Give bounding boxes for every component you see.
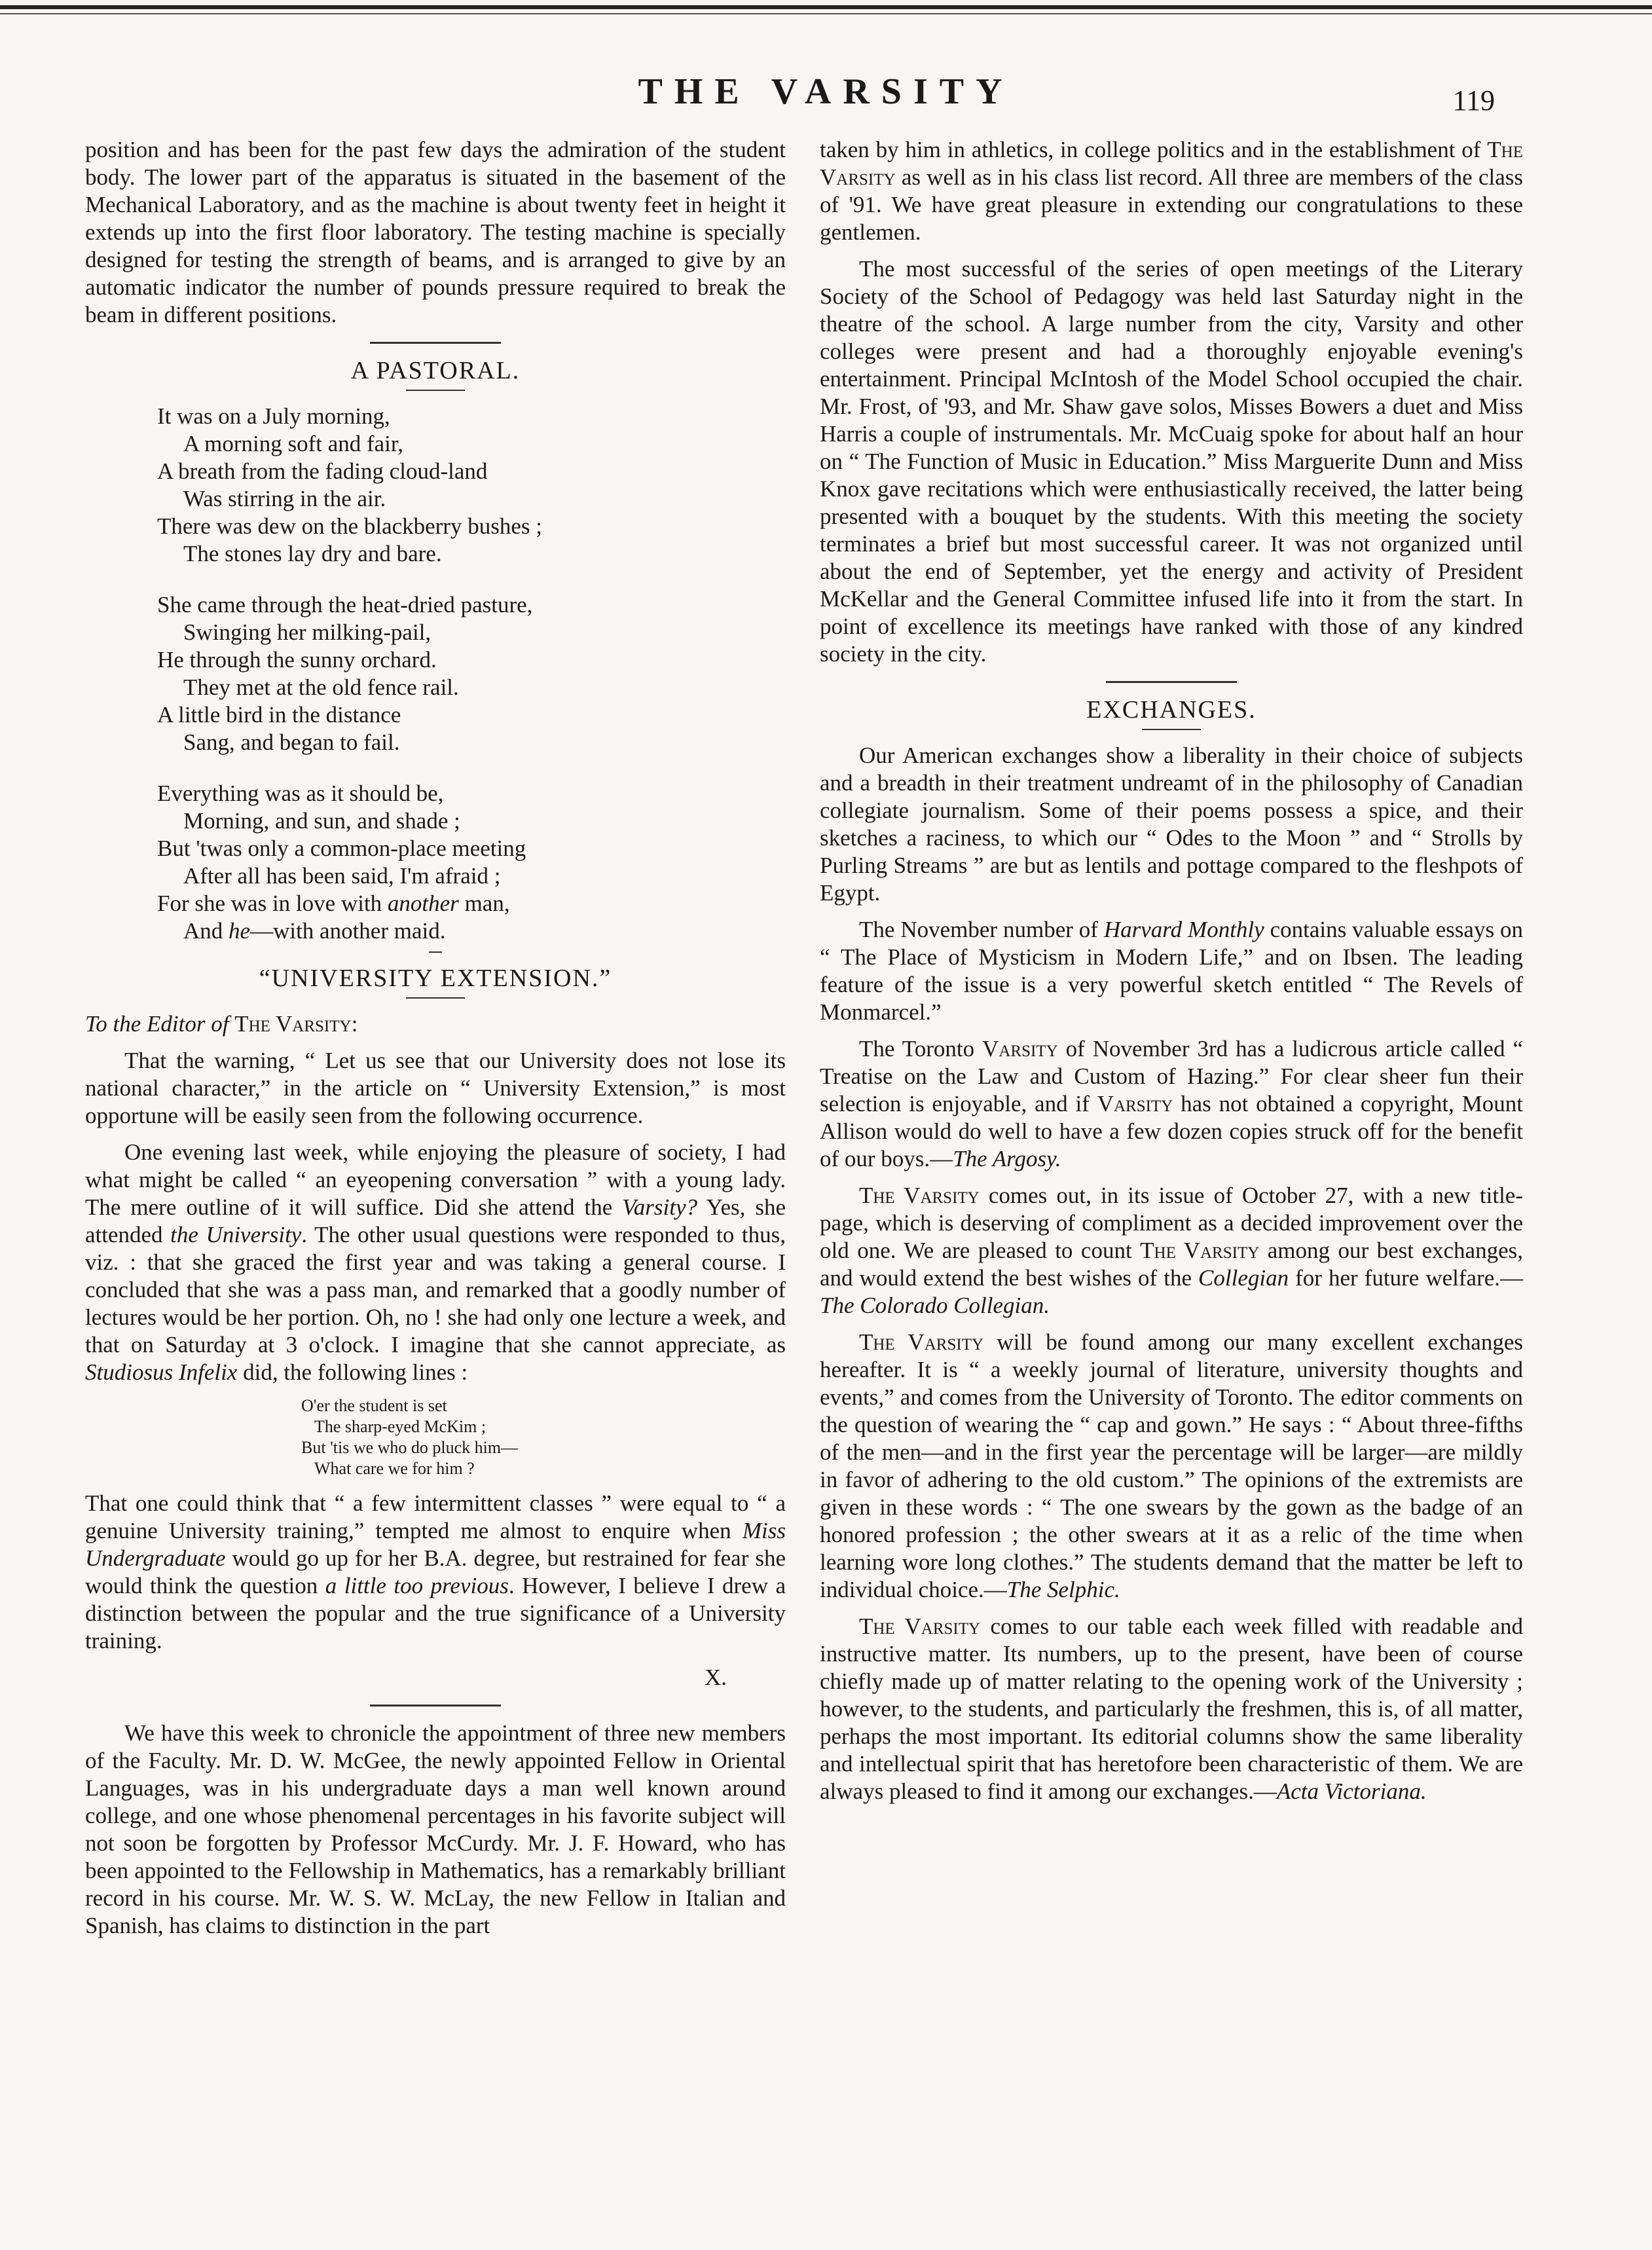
italic-run: Miss Undergraduate [85, 1518, 786, 1571]
top-border-rule [0, 5, 1652, 9]
paragraph-intro: position and has been for the past few days the admiration of the student body. The lower part of the apparatus is situated in the basement of the Mechanical Laboratory, and as the machine is about twenty feet in height it extends up into the first floor laboratory. The testing machine is specially designed for testing the strength of beams, and is arranged to give by an automatic indicator the number of pounds pressure required to break the beam in different positions. [85, 137, 786, 327]
section-divider [1106, 681, 1237, 683]
poem-line: Was stirring in the air. [183, 486, 386, 511]
small-caps-run: The Varsity [234, 1011, 352, 1037]
verse-line: What care we for him ? [314, 1459, 475, 1478]
text-run: of November 3rd has a ludicrous article called “ Treatise on the Law and Custom of Hazing.” For clear sheer fun their selection is enjoyable, and if [820, 1036, 1523, 1116]
poem-line [157, 890, 786, 917]
text-run: taken by him in athletics, in college politics and in the establishment of [820, 137, 1488, 162]
text-run: for her future welfare.— [1289, 1265, 1524, 1291]
stanza-3 [157, 780, 786, 945]
poem-line: After all has been said, I'm afraid ; [183, 863, 501, 889]
letter-signature: X. [704, 1665, 727, 1690]
text-run: The Toronto [859, 1036, 983, 1061]
title-underline [406, 390, 465, 391]
italic-run: a little too previous [325, 1573, 509, 1598]
masthead: THE VARSITY [638, 71, 1014, 112]
text-run: would go up for her B.A. degree, but restrained for fear she would think the question [85, 1545, 786, 1598]
verse-line: But 'tis we who do pluck him— [301, 1438, 519, 1457]
top-border-rule-thin [0, 13, 1652, 14]
poem-line: Morning, and sun, and shade ; [183, 808, 460, 834]
text-run: That one could think that “ a few intermittent classes ” were equal to “ a genuine University training,” tempted me almost to enquire when [85, 1490, 786, 1543]
poem-line: Everything was as it should be, [157, 781, 444, 806]
italic-run: Acta Victoriana. [1276, 1779, 1427, 1804]
text-run: Yes, she attended [85, 1194, 786, 1247]
pastoral-poem [157, 403, 786, 945]
poem-line: A morning soft and fair, [183, 431, 403, 456]
italic-run: To the Editor of [85, 1011, 235, 1037]
title-underline [406, 997, 465, 999]
exchanges-paragraph-3 [820, 1035, 1523, 1173]
italic-run: another [387, 891, 459, 916]
text-run: For she was in love with [157, 891, 388, 916]
italic-run: Varsity? [622, 1194, 697, 1220]
text-run: One evening last week, while enjoying the pleasure of society, I had what might be called “ an eyeopening conversation ” with a young lady. The mere outline of it will suffice. Did she attend the [85, 1139, 786, 1220]
small-caps-run: The Varsity [859, 1329, 984, 1355]
text-run: has not obtained a copyright, Mount Allison would do well to have a few dozen copies struck off for the benefit of our boys.— [820, 1091, 1523, 1171]
poem-line: A little bird in the distance [157, 702, 401, 728]
letter-paragraph-3 [85, 1490, 786, 1655]
poem-line [157, 917, 786, 945]
exchanges-title: EXCHANGES. [1086, 696, 1257, 724]
small-caps-run: The Varsity [859, 1614, 981, 1639]
poem-line: The stones lay dry and bare. [183, 541, 442, 566]
italic-run: he [229, 918, 251, 944]
pedagogy-society-paragraph: The most successful of the series of open meetings of the Literary Society of the School of Pedagogy was held last Saturday night in the theatre of the school. A large number from the city, Varsity and other colleges were present and had a thoroughly enjoyable evening's entertainment. Principal McIntosh of the Model School occupied the chair. Mr. Frost, of '93, and Mr. Shaw gave solos, Misses Bowers a duet and Miss Harris a couple of instrumentals. Mr. McCuaig spoke for about half an hour on “ The Function of Music in Education.” Miss Marguerite Dunn and Miss Knox gave recitations which were enthusiastically received, the latter being presented with a bouquet by the students. With this meeting the society terminates a brief but most successful career. It was not organized until about the end of September, yet the energy and activity of President McKellar and the General Committee infused life into it from the start. In point of excellence its meetings have ranked with those of any kindred society in the city. [820, 256, 1523, 667]
italic-run: Collegian [1198, 1265, 1289, 1291]
verse-line: O'er the student is set [301, 1396, 447, 1415]
university-extension-title: “UNIVERSITY EXTENSION.” [259, 965, 612, 992]
faculty-appointments-paragraph: We have this week to chronicle the appointment of three new members of the Faculty. Mr. D. W. McGee, the newly appointed Fellow in Oriental Languages, was in his undergraduate days a man well known around college, and one whose phenomenal percentages in his favorite subject will not soon be forgotten by Professor McCurdy. Mr. J. F. Howard, who has been appointed to the Fellowship in Mathematics, has a remarkably brilliant record in his course. Mr. W. S. W. McLay, the new Fellow in Italian and Spanish, has claims to distinction in the part [85, 1720, 786, 1938]
poem-line: Swinging her milking-pail, [183, 619, 431, 645]
title-underline [1142, 729, 1201, 730]
text-run: . However, I believe I drew a distinction between the popular and the true significance of a University training. [85, 1573, 786, 1653]
letter-paragraph-1: That the warning, “ Let us see that our University does not lose its national character,” in the article on “ University Extension,” is most opportune will be easily seen from the following occurrence. [85, 1048, 786, 1128]
text-run: did, the following lines : [237, 1359, 468, 1385]
small-caps-run: The Varsity [859, 1183, 980, 1208]
small-caps-run: The Varsity [1140, 1238, 1260, 1263]
left-column [85, 136, 786, 1949]
small-caps-run: Varsity [982, 1036, 1058, 1061]
page-number: 119 [1452, 84, 1495, 117]
text-run: comes to our table each week filled with readable and instructive matter. Its numbers, up to the present, have been of course chiefly made up of matter relating to the opening work of the University ; however, to the students, and particularly the freshmen, this is, of all matter, perhaps the most important. Its editorial columns show the same liberality and intellectual spirit that has heretofore been characteristic of them. We are always pleased to find it among our exchanges.— [820, 1614, 1523, 1804]
stanza-1 [157, 403, 786, 568]
exchanges-paragraph-5 [820, 1329, 1523, 1604]
text-run: And [183, 918, 229, 944]
poem-line: A breath from the fading cloud-land [157, 458, 488, 484]
poem-line: But 'twas only a common-place meeting [157, 836, 526, 861]
pastoral-title: A PASTORAL. [350, 357, 521, 384]
right-column [820, 136, 1523, 1815]
poem-line: They met at the old fence rail. [183, 674, 459, 700]
section-divider [370, 1705, 501, 1706]
poem-line: She came through the heat-dried pasture, [157, 592, 533, 618]
text-run: man, [458, 891, 510, 916]
text-run: as well as in his class list record. All three are members of the class of '91. We have great pleasure in extending our congratulations to these gentlemen. [820, 164, 1523, 245]
poem-line: He through the sunny orchard. [157, 647, 437, 673]
italic-run: the University [170, 1222, 302, 1247]
italic-run: The Argosy. [953, 1146, 1061, 1171]
text-run: will be found among our many excellent exchanges hereafter. It is “ a weekly journal of literature, university thoughts and events,” and comes from the University of Toronto. The editor comments on the question of wearing the “ cap and gown.” He says : “ About three-fifths of the men—and in the first year the percentage will be larger—are mildly in favor of adhering to the old custom.” The opinions of the extremists are given in these words : “ The one swears by the gown as the badge of an honored profession ; the other swears at it as a relic of the time when learning wore long clothes.” The students demand that the matter be left to individual choice.— [820, 1329, 1523, 1602]
text-run: . The other usual questions were responded to thus, viz. : that she graced the first year and was taking a general course. I concluded that she was a pass man, and remarked that a goodly number of lectures would be her portion. Oh, no ! she had only one lecture a week, and that on Saturday at 3 o'clock. I imagine that she cannot appreciate, as [85, 1222, 786, 1357]
dot-divider [429, 951, 442, 953]
exchanges-paragraph-2 [820, 916, 1523, 1026]
small-caps-run: Varsity [1097, 1091, 1173, 1116]
poem-line: Sang, and began to fail. [183, 729, 400, 755]
letter-paragraph-2 [85, 1139, 786, 1386]
italic-run: The Colorado Collegian. [820, 1293, 1050, 1318]
stanza-2 [157, 591, 786, 756]
editor-salutation [85, 1010, 786, 1038]
italic-run: Harvard Monthly [1103, 917, 1264, 942]
poem-line: It was on a July morning, [157, 403, 390, 429]
faculty-continued-paragraph [820, 136, 1523, 246]
text-run: contains valuable essays on “ The Place of Mysticism in Modern Life,” and on Ibsen. The leading feature of the issue is a very powerful sketch entitled “ The Revels of Monmarcel.” [820, 917, 1523, 1025]
text-run: The November number of [859, 917, 1104, 942]
exchanges-paragraph-6 [820, 1613, 1523, 1805]
poem-line: There was dew on the blackberry bushes ; [157, 513, 542, 539]
exchanges-paragraph-4 [820, 1182, 1523, 1319]
section-divider [370, 342, 501, 344]
text-run: : [351, 1011, 358, 1037]
quoted-verse [301, 1395, 786, 1479]
italic-run: The Selphic. [1006, 1577, 1120, 1602]
verse-line: The sharp-eyed McKim ; [314, 1417, 486, 1436]
text-run: comes out, in its issue of October 27, with a new title-page, which is deserving of compliment as a decided improvement over the old one. We are pleased to count [820, 1183, 1524, 1263]
exchanges-paragraph-1: Our American exchanges show a liberality in their choice of subjects and a breadth in their treatment undreamt of in the philosophy of Canadian collegiate journalism. Some of their poems possess a spice, and their sketches a raciness, to which our “ Odes to the Moon ” and “ Strolls by Purling Streams ” are but as lentils and pottage compared to the fleshpots of Egypt. [820, 743, 1523, 906]
small-caps-run: The Varsity [820, 137, 1523, 190]
text-run: among our best exchanges, and would extend the best wishes of the [820, 1238, 1523, 1291]
italic-run: Studiosus Infelix [85, 1359, 238, 1385]
text-run: —with another maid. [250, 918, 446, 944]
